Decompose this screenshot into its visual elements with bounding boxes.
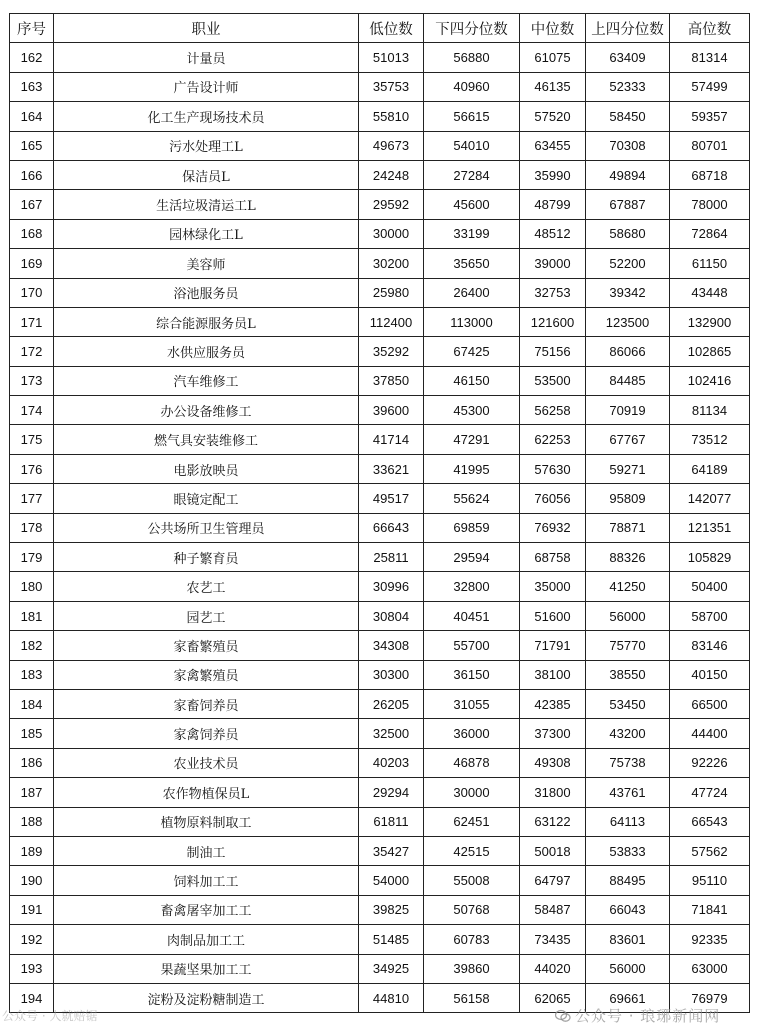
- table-row: [10, 543, 750, 572]
- cell-upper-quartile: 41250: [586, 572, 670, 601]
- cell-high: 80701: [670, 131, 750, 160]
- table-row: [10, 866, 750, 895]
- cell-high: 66500: [670, 689, 750, 718]
- cell-lower-quartile: 56880: [424, 43, 520, 72]
- cell-lower-quartile: 36000: [424, 719, 520, 748]
- cell-low: 30200: [359, 249, 424, 278]
- cell-occupation: 家畜繁殖员: [54, 631, 359, 660]
- cell-lower-quartile: 45300: [424, 396, 520, 425]
- cell-lower-quartile: 41995: [424, 454, 520, 483]
- cell-high: 44400: [670, 719, 750, 748]
- table-row: [10, 190, 750, 219]
- cell-lower-quartile: 45600: [424, 190, 520, 219]
- cell-upper-quartile: 53450: [586, 689, 670, 718]
- header-median: 中位数: [520, 14, 586, 43]
- cell-index: 166: [10, 160, 54, 189]
- cell-lower-quartile: 54010: [424, 131, 520, 160]
- cell-occupation: 制油工: [54, 836, 359, 865]
- header-low: 低位数: [359, 14, 424, 43]
- cell-low: 25980: [359, 278, 424, 307]
- table-row: [10, 484, 750, 513]
- cell-low: 49673: [359, 131, 424, 160]
- cell-index: 184: [10, 689, 54, 718]
- cell-lower-quartile: 55700: [424, 631, 520, 660]
- cell-upper-quartile: 123500: [586, 307, 670, 336]
- cell-median: 44020: [520, 954, 586, 983]
- cell-median: 51600: [520, 601, 586, 630]
- cell-high: 105829: [670, 543, 750, 572]
- cell-occupation: 园艺工: [54, 601, 359, 630]
- cell-index: 175: [10, 425, 54, 454]
- table-row: [10, 307, 750, 336]
- cell-low: 34308: [359, 631, 424, 660]
- cell-median: 31800: [520, 778, 586, 807]
- table-row: [10, 954, 750, 983]
- cell-upper-quartile: 43761: [586, 778, 670, 807]
- cell-index: 183: [10, 660, 54, 689]
- cell-occupation: 水供应服务员: [54, 337, 359, 366]
- table-body: [10, 43, 750, 1013]
- cell-median: 62065: [520, 983, 586, 1012]
- cell-occupation: 畜禽屠宰加工工: [54, 895, 359, 924]
- cell-low: 51013: [359, 43, 424, 72]
- table-row: [10, 601, 750, 630]
- cell-low: 29592: [359, 190, 424, 219]
- cell-median: 75156: [520, 337, 586, 366]
- cell-index: 165: [10, 131, 54, 160]
- table-row: [10, 454, 750, 483]
- cell-median: 56258: [520, 396, 586, 425]
- cell-occupation: 肉制品加工工: [54, 925, 359, 954]
- table-row: [10, 396, 750, 425]
- cell-low: 55810: [359, 102, 424, 131]
- table-row: [10, 925, 750, 954]
- cell-high: 61150: [670, 249, 750, 278]
- cell-occupation: 燃气具安装维修工: [54, 425, 359, 454]
- table-header: [10, 14, 750, 43]
- cell-median: 63122: [520, 807, 586, 836]
- cell-high: 57562: [670, 836, 750, 865]
- cell-low: 112400: [359, 307, 424, 336]
- cell-upper-quartile: 64113: [586, 807, 670, 836]
- cell-occupation: 办公设备维修工: [54, 396, 359, 425]
- wechat-icon: [555, 1009, 571, 1023]
- cell-index: 171: [10, 307, 54, 336]
- cell-median: 50018: [520, 836, 586, 865]
- cell-low: 30804: [359, 601, 424, 630]
- cell-lower-quartile: 42515: [424, 836, 520, 865]
- cell-low: 41714: [359, 425, 424, 454]
- table-row: [10, 425, 750, 454]
- cell-index: 188: [10, 807, 54, 836]
- cell-index: 182: [10, 631, 54, 660]
- table-row: [10, 895, 750, 924]
- cell-upper-quartile: 88326: [586, 543, 670, 572]
- cell-occupation: 生活垃圾清运工L: [54, 190, 359, 219]
- cell-index: 192: [10, 925, 54, 954]
- cell-lower-quartile: 60783: [424, 925, 520, 954]
- cell-occupation: 保洁员L: [54, 160, 359, 189]
- table-row: [10, 572, 750, 601]
- cell-upper-quartile: 95809: [586, 484, 670, 513]
- table-row: [10, 337, 750, 366]
- cell-low: 24248: [359, 160, 424, 189]
- cell-low: 30996: [359, 572, 424, 601]
- cell-upper-quartile: 69661: [586, 983, 670, 1012]
- table-row: [10, 631, 750, 660]
- cell-index: 179: [10, 543, 54, 572]
- cell-index: 174: [10, 396, 54, 425]
- cell-lower-quartile: 55008: [424, 866, 520, 895]
- header-lower-quartile: 下四分位数: [424, 14, 520, 43]
- cell-lower-quartile: 39860: [424, 954, 520, 983]
- table-row: [10, 249, 750, 278]
- cell-low: 40203: [359, 748, 424, 777]
- cell-index: 167: [10, 190, 54, 219]
- header-row: [10, 14, 750, 43]
- cell-upper-quartile: 83601: [586, 925, 670, 954]
- cell-occupation: 家畜饲养员: [54, 689, 359, 718]
- header-occupation: 职业: [54, 14, 359, 43]
- cell-occupation: 家禽繁殖员: [54, 660, 359, 689]
- watermark-left: 公众号 · 人就赔锯: [2, 1009, 98, 1023]
- cell-upper-quartile: 52200: [586, 249, 670, 278]
- cell-high: 81134: [670, 396, 750, 425]
- header-high: 高位数: [670, 14, 750, 43]
- cell-occupation: 综合能源服务员L: [54, 307, 359, 336]
- cell-upper-quartile: 43200: [586, 719, 670, 748]
- cell-lower-quartile: 29594: [424, 543, 520, 572]
- cell-median: 61075: [520, 43, 586, 72]
- cell-median: 48799: [520, 190, 586, 219]
- cell-high: 142077: [670, 484, 750, 513]
- cell-median: 76932: [520, 513, 586, 542]
- table-row: [10, 778, 750, 807]
- cell-index: 162: [10, 43, 54, 72]
- cell-low: 54000: [359, 866, 424, 895]
- cell-index: 194: [10, 983, 54, 1012]
- cell-high: 68718: [670, 160, 750, 189]
- cell-occupation: 园林绿化工L: [54, 219, 359, 248]
- cell-occupation: 饲料加工工: [54, 866, 359, 895]
- cell-lower-quartile: 26400: [424, 278, 520, 307]
- table-row: [10, 719, 750, 748]
- cell-index: 168: [10, 219, 54, 248]
- cell-lower-quartile: 31055: [424, 689, 520, 718]
- cell-median: 35990: [520, 160, 586, 189]
- cell-high: 59357: [670, 102, 750, 131]
- cell-lower-quartile: 46150: [424, 366, 520, 395]
- cell-lower-quartile: 36150: [424, 660, 520, 689]
- table-row: [10, 748, 750, 777]
- cell-low: 26205: [359, 689, 424, 718]
- header-index: 序号: [10, 14, 54, 43]
- cell-low: 32500: [359, 719, 424, 748]
- cell-upper-quartile: 75770: [586, 631, 670, 660]
- cell-median: 64797: [520, 866, 586, 895]
- cell-occupation: 浴池服务员: [54, 278, 359, 307]
- cell-median: 57520: [520, 102, 586, 131]
- cell-low: 51485: [359, 925, 424, 954]
- cell-high: 76979: [670, 983, 750, 1012]
- cell-lower-quartile: 55624: [424, 484, 520, 513]
- cell-low: 33621: [359, 454, 424, 483]
- cell-median: 38100: [520, 660, 586, 689]
- cell-high: 121351: [670, 513, 750, 542]
- cell-occupation: 农业技术员: [54, 748, 359, 777]
- cell-index: 178: [10, 513, 54, 542]
- salary-table-container: [9, 13, 750, 1013]
- cell-low: 34925: [359, 954, 424, 983]
- cell-index: 190: [10, 866, 54, 895]
- cell-low: 44810: [359, 983, 424, 1012]
- cell-low: 29294: [359, 778, 424, 807]
- cell-occupation: 美容师: [54, 249, 359, 278]
- cell-high: 132900: [670, 307, 750, 336]
- cell-high: 66543: [670, 807, 750, 836]
- cell-index: 176: [10, 454, 54, 483]
- cell-low: 35427: [359, 836, 424, 865]
- cell-upper-quartile: 49894: [586, 160, 670, 189]
- table-row: [10, 219, 750, 248]
- cell-high: 73512: [670, 425, 750, 454]
- cell-median: 57630: [520, 454, 586, 483]
- header-upper-quartile: 上四分位数: [586, 14, 670, 43]
- cell-lower-quartile: 35650: [424, 249, 520, 278]
- watermark-right-text: 公众号 · 琅琊新闻网: [575, 1007, 721, 1025]
- cell-occupation: 计量员: [54, 43, 359, 72]
- table-row: [10, 131, 750, 160]
- cell-upper-quartile: 70919: [586, 396, 670, 425]
- cell-occupation: 污水处理工L: [54, 131, 359, 160]
- cell-occupation: 淀粉及淀粉糖制造工: [54, 983, 359, 1012]
- cell-lower-quartile: 113000: [424, 307, 520, 336]
- cell-low: 39600: [359, 396, 424, 425]
- cell-index: 177: [10, 484, 54, 513]
- cell-index: 169: [10, 249, 54, 278]
- cell-median: 68758: [520, 543, 586, 572]
- cell-high: 102865: [670, 337, 750, 366]
- cell-index: 187: [10, 778, 54, 807]
- cell-median: 53500: [520, 366, 586, 395]
- cell-upper-quartile: 52333: [586, 72, 670, 101]
- cell-low: 61811: [359, 807, 424, 836]
- cell-index: 163: [10, 72, 54, 101]
- cell-lower-quartile: 67425: [424, 337, 520, 366]
- cell-upper-quartile: 70308: [586, 131, 670, 160]
- cell-occupation: 化工生产现场技术员: [54, 102, 359, 131]
- cell-upper-quartile: 84485: [586, 366, 670, 395]
- table-row: [10, 807, 750, 836]
- cell-upper-quartile: 78871: [586, 513, 670, 542]
- cell-high: 95110: [670, 866, 750, 895]
- cell-median: 39000: [520, 249, 586, 278]
- cell-index: 180: [10, 572, 54, 601]
- cell-lower-quartile: 30000: [424, 778, 520, 807]
- cell-upper-quartile: 66043: [586, 895, 670, 924]
- cell-upper-quartile: 86066: [586, 337, 670, 366]
- cell-upper-quartile: 39342: [586, 278, 670, 307]
- cell-low: 30000: [359, 219, 424, 248]
- table-row: [10, 836, 750, 865]
- cell-lower-quartile: 40451: [424, 601, 520, 630]
- table-row: [10, 102, 750, 131]
- cell-index: 185: [10, 719, 54, 748]
- cell-low: 66643: [359, 513, 424, 542]
- cell-lower-quartile: 62451: [424, 807, 520, 836]
- cell-occupation: 公共场所卫生管理员: [54, 513, 359, 542]
- cell-lower-quartile: 56158: [424, 983, 520, 1012]
- cell-index: 191: [10, 895, 54, 924]
- cell-index: 181: [10, 601, 54, 630]
- cell-upper-quartile: 38550: [586, 660, 670, 689]
- cell-occupation: 眼镜定配工: [54, 484, 359, 513]
- table-row: [10, 72, 750, 101]
- cell-high: 57499: [670, 72, 750, 101]
- cell-occupation: 广告设计师: [54, 72, 359, 101]
- cell-high: 40150: [670, 660, 750, 689]
- table-row: [10, 43, 750, 72]
- cell-upper-quartile: 63409: [586, 43, 670, 72]
- cell-high: 58700: [670, 601, 750, 630]
- cell-median: 48512: [520, 219, 586, 248]
- cell-median: 35000: [520, 572, 586, 601]
- cell-occupation: 植物原料制取工: [54, 807, 359, 836]
- cell-upper-quartile: 56000: [586, 601, 670, 630]
- cell-low: 30300: [359, 660, 424, 689]
- cell-lower-quartile: 56615: [424, 102, 520, 131]
- cell-index: 164: [10, 102, 54, 131]
- cell-median: 58487: [520, 895, 586, 924]
- cell-median: 73435: [520, 925, 586, 954]
- salary-table: [9, 13, 750, 1013]
- cell-high: 102416: [670, 366, 750, 395]
- cell-upper-quartile: 56000: [586, 954, 670, 983]
- cell-index: 186: [10, 748, 54, 777]
- cell-lower-quartile: 33199: [424, 219, 520, 248]
- table-row: [10, 689, 750, 718]
- cell-lower-quartile: 50768: [424, 895, 520, 924]
- cell-occupation: 电影放映员: [54, 454, 359, 483]
- cell-low: 35292: [359, 337, 424, 366]
- cell-high: 83146: [670, 631, 750, 660]
- cell-low: 25811: [359, 543, 424, 572]
- cell-median: 71791: [520, 631, 586, 660]
- cell-index: 172: [10, 337, 54, 366]
- cell-median: 121600: [520, 307, 586, 336]
- table-row: [10, 366, 750, 395]
- cell-high: 72864: [670, 219, 750, 248]
- cell-lower-quartile: 47291: [424, 425, 520, 454]
- cell-high: 63000: [670, 954, 750, 983]
- cell-index: 173: [10, 366, 54, 395]
- cell-lower-quartile: 46878: [424, 748, 520, 777]
- cell-median: 63455: [520, 131, 586, 160]
- cell-low: 37850: [359, 366, 424, 395]
- cell-high: 64189: [670, 454, 750, 483]
- cell-occupation: 农作物植保员L: [54, 778, 359, 807]
- cell-upper-quartile: 59271: [586, 454, 670, 483]
- cell-occupation: 家禽饲养员: [54, 719, 359, 748]
- cell-median: 49308: [520, 748, 586, 777]
- cell-upper-quartile: 88495: [586, 866, 670, 895]
- cell-index: 189: [10, 836, 54, 865]
- cell-occupation: 农艺工: [54, 572, 359, 601]
- cell-high: 43448: [670, 278, 750, 307]
- cell-lower-quartile: 69859: [424, 513, 520, 542]
- table-row: [10, 513, 750, 542]
- cell-high: 81314: [670, 43, 750, 72]
- table-row: [10, 160, 750, 189]
- cell-median: 42385: [520, 689, 586, 718]
- cell-high: 92226: [670, 748, 750, 777]
- cell-upper-quartile: 67767: [586, 425, 670, 454]
- cell-upper-quartile: 67887: [586, 190, 670, 219]
- cell-high: 92335: [670, 925, 750, 954]
- cell-median: 32753: [520, 278, 586, 307]
- table-row: [10, 660, 750, 689]
- cell-occupation: 果蔬坚果加工工: [54, 954, 359, 983]
- cell-high: 50400: [670, 572, 750, 601]
- cell-high: 47724: [670, 778, 750, 807]
- cell-high: 71841: [670, 895, 750, 924]
- cell-high: 78000: [670, 190, 750, 219]
- cell-occupation: 汽车维修工: [54, 366, 359, 395]
- cell-occupation: 种子繁育员: [54, 543, 359, 572]
- cell-median: 37300: [520, 719, 586, 748]
- watermark-right: [555, 1005, 720, 1026]
- table-row: [10, 278, 750, 307]
- cell-median: 76056: [520, 484, 586, 513]
- cell-low: 49517: [359, 484, 424, 513]
- cell-low: 35753: [359, 72, 424, 101]
- cell-upper-quartile: 58680: [586, 219, 670, 248]
- cell-lower-quartile: 40960: [424, 72, 520, 101]
- cell-index: 170: [10, 278, 54, 307]
- cell-median: 46135: [520, 72, 586, 101]
- cell-upper-quartile: 53833: [586, 836, 670, 865]
- cell-upper-quartile: 75738: [586, 748, 670, 777]
- cell-upper-quartile: 58450: [586, 102, 670, 131]
- cell-low: 39825: [359, 895, 424, 924]
- cell-lower-quartile: 32800: [424, 572, 520, 601]
- cell-index: 193: [10, 954, 54, 983]
- cell-lower-quartile: 27284: [424, 160, 520, 189]
- cell-median: 62253: [520, 425, 586, 454]
